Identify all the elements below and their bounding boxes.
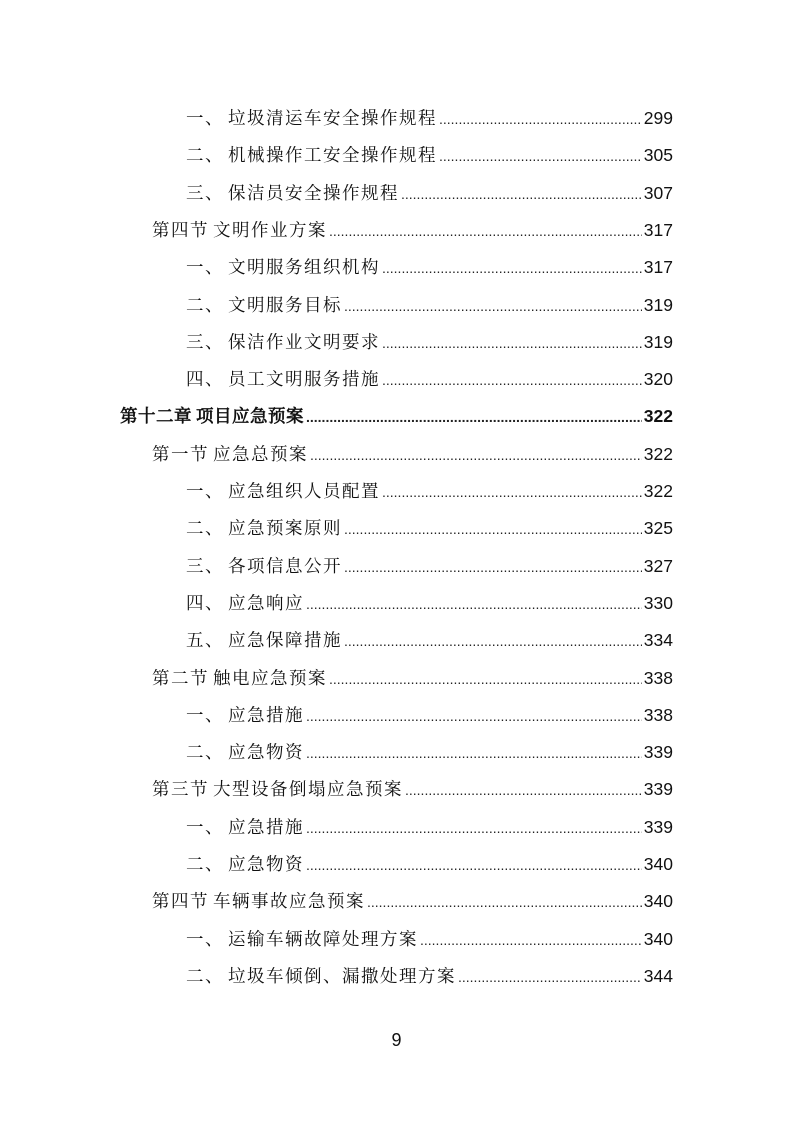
toc-entry-title: 各项信息公开 xyxy=(228,556,342,577)
toc-entry-page: 330 xyxy=(643,592,673,613)
toc-section-entry[interactable] xyxy=(152,883,673,920)
toc-entry-label xyxy=(186,474,380,511)
toc-section-entry[interactable] xyxy=(152,212,673,249)
toc-entry-label xyxy=(186,176,399,213)
toc-entry-page: 339 xyxy=(643,742,673,763)
toc-entry-prefix: 三、 xyxy=(186,332,224,353)
toc-subsection-entry[interactable] xyxy=(186,361,673,398)
toc-entry-label xyxy=(186,623,342,660)
toc-entry-title: 机械操作工安全操作规程 xyxy=(228,146,437,167)
toc-entry-label xyxy=(152,437,308,474)
dot-leader xyxy=(310,437,642,474)
toc-entry-title: 应急总预案 xyxy=(213,444,308,465)
toc-entry-label xyxy=(186,698,304,735)
toc-entry-page: 307 xyxy=(643,182,673,203)
toc-section-entry[interactable] xyxy=(152,771,673,808)
toc-entry-label xyxy=(186,735,304,772)
toc-entry-title: 垃圾清运车安全操作规程 xyxy=(228,109,437,129)
toc-entry-prefix: 一、 xyxy=(186,705,224,726)
toc-entry-title: 应急物资 xyxy=(228,743,304,764)
toc-entry-prefix: 第四节 xyxy=(152,220,209,241)
toc-entry-page: 338 xyxy=(643,704,673,725)
toc-entry-page: 325 xyxy=(643,518,673,539)
dot-leader xyxy=(306,586,642,623)
toc-entry-prefix: 三、 xyxy=(186,556,224,577)
dot-leader xyxy=(382,250,642,287)
toc-entry-prefix: 第四节 xyxy=(152,892,209,913)
toc-entry-title: 应急物资 xyxy=(228,855,304,875)
toc-entry-page: 322 xyxy=(643,443,673,464)
dot-leader xyxy=(344,511,642,548)
toc-entry-page: 317 xyxy=(643,219,673,240)
dot-leader xyxy=(306,847,642,884)
toc-entry-title: 大型设备倒塌应急预案 xyxy=(213,780,403,801)
toc-entry-prefix: 一、 xyxy=(186,482,224,502)
dot-leader xyxy=(344,549,642,586)
toc-entry-label xyxy=(152,213,327,250)
toc-entry-label xyxy=(186,810,304,847)
toc-subsection-entry[interactable] xyxy=(186,287,673,324)
toc-entry-title: 垃圾车倾倒、漏撒处理方案 xyxy=(228,966,456,987)
toc-entry-prefix: 二、 xyxy=(186,855,224,875)
toc-entry-title: 应急保障措施 xyxy=(228,631,342,652)
dot-leader xyxy=(306,399,642,436)
dot-leader xyxy=(439,138,642,175)
toc-entry-prefix: 一、 xyxy=(186,109,224,129)
page-number: 9 xyxy=(391,1030,402,1050)
dot-leader xyxy=(420,922,642,959)
toc-entry-prefix: 二、 xyxy=(186,146,224,167)
toc-subsection-entry[interactable] xyxy=(186,473,673,510)
toc-entry-prefix: 二、 xyxy=(186,966,224,987)
toc-entry-page: 320 xyxy=(643,369,673,390)
toc-entry-page: 344 xyxy=(643,965,673,986)
toc-section-entry[interactable] xyxy=(152,660,673,697)
toc-entry-page: 305 xyxy=(643,145,673,166)
toc-section-entry[interactable] xyxy=(152,436,673,473)
dot-leader xyxy=(367,884,642,921)
toc-entry-title: 项目应急预案 xyxy=(196,407,304,428)
toc-entry-title: 应急措施 xyxy=(228,817,304,838)
dot-leader xyxy=(306,735,642,772)
toc-entry-prefix: 三、 xyxy=(186,183,224,204)
dot-leader xyxy=(329,213,642,250)
toc-entry-prefix: 一、 xyxy=(186,258,224,279)
toc-entry-page: 319 xyxy=(643,294,673,315)
toc-entry-title: 保洁员安全操作规程 xyxy=(228,183,399,204)
toc-entry-page: 322 xyxy=(643,406,673,427)
toc-entry-label xyxy=(186,586,304,623)
toc-entry-page: 340 xyxy=(643,928,673,949)
toc-subsection-entry[interactable] xyxy=(186,249,673,286)
toc-entry-page: 317 xyxy=(643,257,673,278)
toc-entry-label xyxy=(186,959,456,996)
toc-subsection-entry[interactable] xyxy=(186,734,673,771)
dot-leader xyxy=(405,772,642,809)
toc-subsection-entry[interactable] xyxy=(186,846,673,883)
toc-entry-prefix: 第二节 xyxy=(152,668,209,689)
toc-subsection-entry[interactable] xyxy=(186,100,673,137)
toc-entry-label xyxy=(186,325,380,362)
toc-entry-title: 保洁作业文明要求 xyxy=(228,332,380,353)
toc-entry-prefix: 第十二章 xyxy=(120,407,192,428)
dot-leader xyxy=(344,288,642,325)
toc-entry-page: 340 xyxy=(643,891,673,912)
toc-entry-label xyxy=(152,661,327,698)
toc-entry-prefix: 一、 xyxy=(186,817,224,838)
toc-entry-label xyxy=(186,549,342,586)
toc-entry-title: 文明服务目标 xyxy=(228,295,342,316)
toc-entry-prefix: 二、 xyxy=(186,519,224,540)
toc-entry-title: 运输车辆故障处理方案 xyxy=(228,929,418,950)
toc-entry-label xyxy=(152,884,365,921)
toc-entry-label xyxy=(186,511,342,548)
toc-entry-prefix: 第一节 xyxy=(152,444,209,465)
toc-entry-title: 应急预案原则 xyxy=(228,519,342,540)
dot-leader xyxy=(306,698,642,735)
toc-entry-label xyxy=(186,288,342,325)
toc-entry-prefix: 二、 xyxy=(186,743,224,764)
toc-entry-title: 触电应急预案 xyxy=(213,668,327,689)
toc-entry-title: 员工文明服务措施 xyxy=(228,370,380,391)
toc-subsection-entry[interactable] xyxy=(186,585,673,622)
toc-entry-prefix: 四、 xyxy=(186,593,224,614)
dot-leader xyxy=(439,101,642,138)
toc-entry-page: 334 xyxy=(643,630,673,651)
toc-entry-title: 车辆事故应急预案 xyxy=(213,892,365,913)
toc-entry-page: 339 xyxy=(643,779,673,800)
toc-entry-title: 应急组织人员配置 xyxy=(228,482,380,502)
toc-subsection-entry[interactable] xyxy=(186,958,673,995)
toc-entry-title: 应急措施 xyxy=(228,705,304,726)
toc-entry-label xyxy=(120,399,304,436)
toc-entry-label xyxy=(186,362,380,399)
toc-entry-page: 339 xyxy=(643,816,673,837)
toc-subsection-entry[interactable] xyxy=(186,324,673,361)
toc-entry-label xyxy=(186,847,304,884)
toc-entry-label xyxy=(186,138,437,175)
toc-subsection-entry[interactable] xyxy=(186,921,673,958)
dot-leader xyxy=(344,623,642,660)
toc-subsection-entry[interactable] xyxy=(186,175,673,212)
toc-subsection-entry[interactable] xyxy=(186,622,673,659)
toc-entry-page: 299 xyxy=(643,108,673,128)
toc-subsection-entry[interactable] xyxy=(186,809,673,846)
toc-entry-title: 应急响应 xyxy=(228,593,304,614)
toc-subsection-entry[interactable] xyxy=(186,510,673,547)
dot-leader xyxy=(382,362,642,399)
toc-subsection-entry[interactable] xyxy=(186,697,673,734)
toc-entry-page: 319 xyxy=(643,331,673,352)
dot-leader xyxy=(382,325,642,362)
dot-leader xyxy=(329,661,642,698)
toc-entry-prefix: 五、 xyxy=(186,631,224,652)
toc-entry-label xyxy=(186,922,418,959)
toc-subsection-entry[interactable] xyxy=(186,137,673,174)
toc-entry-title: 文明作业方案 xyxy=(213,220,327,241)
toc-entry-prefix: 二、 xyxy=(186,295,224,316)
toc-chapter-entry[interactable] xyxy=(120,398,673,435)
toc-entry-prefix: 四、 xyxy=(186,370,224,391)
toc-entry-page: 338 xyxy=(643,667,673,688)
dot-leader xyxy=(306,810,642,847)
toc-entry-label xyxy=(186,101,437,138)
toc-entry-page: 327 xyxy=(643,555,673,576)
toc-entry-label xyxy=(152,772,403,809)
toc-entry-page: 340 xyxy=(643,854,673,874)
toc-entry-prefix: 一、 xyxy=(186,929,224,950)
dot-leader xyxy=(401,176,642,213)
dot-leader xyxy=(382,474,642,511)
toc-subsection-entry[interactable] xyxy=(186,548,673,585)
toc-entry-prefix: 第三节 xyxy=(152,780,209,801)
dot-leader xyxy=(458,959,642,996)
toc-entry-label xyxy=(186,250,380,287)
toc-entry-title: 文明服务组织机构 xyxy=(228,258,380,279)
toc-entry-page: 322 xyxy=(643,481,673,501)
